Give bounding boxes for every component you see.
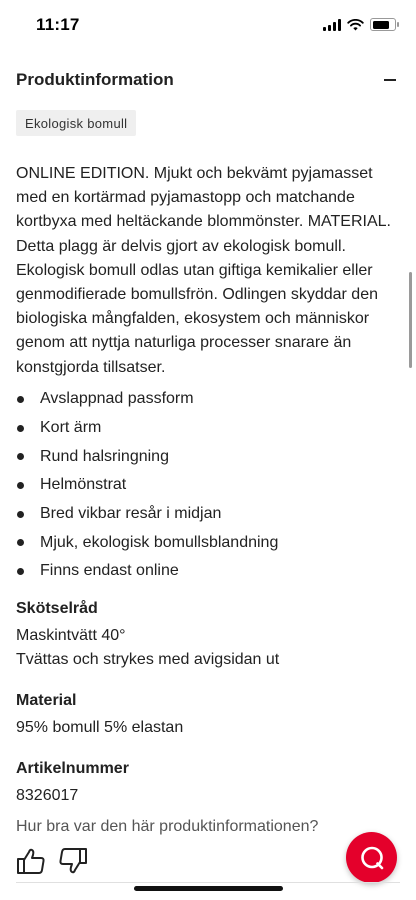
divider — [16, 882, 400, 883]
care-line: Maskintvätt 40° — [16, 627, 126, 644]
bullet-icon — [17, 511, 24, 518]
feature-text: Avslappnad passform — [40, 390, 194, 408]
feature-text: Helmönstrat — [40, 476, 127, 494]
section-title: Produktinformation — [16, 70, 174, 89]
wifi-icon — [347, 19, 364, 31]
status-time: 11:17 — [36, 15, 80, 34]
list-item — [16, 500, 278, 529]
feature-text: Finns endast online — [40, 562, 179, 580]
bullet-icon — [17, 539, 24, 546]
material-value: 95% bomull 5% elastan — [16, 719, 184, 736]
cellular-signal-icon — [323, 19, 341, 31]
product-description: ONLINE EDITION. Mjukt och bekvämt pyjamasset med en kortärmad pyjamastopp och matchande kortbyxa med heltäckande blommönster. MATERIAL. Detta plagg är delvis gjort av ekologisk bomull. Ekologisk bomull odlas utan giftiga kemikalier eller genmodifierade bomullsfrön. Odlingen skyddar den biologiska mångfalden, ekosystem och människor genom att nyttja naturliga processer snarare än konstgjorda tillsatser. — [16, 165, 391, 376]
list-item — [16, 442, 278, 471]
feature-text: Bred vikbar resår i midjan — [40, 505, 222, 523]
feedback-question: Hur bra var den här produktinformationen? — [16, 818, 319, 835]
minus-icon[interactable] — [384, 79, 396, 81]
material-section — [16, 692, 396, 740]
home-indicator[interactable] — [134, 886, 283, 891]
list-item — [16, 471, 278, 500]
feedback-buttons — [16, 846, 88, 876]
status-bar — [0, 0, 416, 52]
feature-text: Rund halsringning — [40, 447, 169, 465]
bullet-icon — [17, 396, 24, 403]
organic-cotton-tag: Ekologisk bomull — [16, 110, 136, 136]
bullet-icon — [17, 453, 24, 460]
list-item — [16, 557, 278, 586]
bullet-icon — [17, 568, 24, 575]
thumbs-up-icon[interactable] — [16, 846, 46, 876]
bullet-icon — [17, 425, 24, 432]
status-icons — [323, 18, 396, 31]
care-section — [16, 600, 396, 672]
feature-text: Kort ärm — [40, 419, 102, 437]
bullet-icon — [17, 482, 24, 489]
care-heading: Skötselråd — [16, 600, 98, 617]
feature-list — [16, 385, 278, 586]
material-heading: Material — [16, 692, 77, 709]
thumbs-down-icon[interactable] — [58, 846, 88, 876]
article-section — [16, 760, 396, 808]
battery-icon — [370, 18, 396, 31]
article-heading: Artikelnummer — [16, 760, 129, 777]
list-item — [16, 385, 278, 414]
list-item — [16, 414, 278, 443]
article-number: 8326017 — [16, 787, 79, 804]
care-line: Tvättas och strykes med avigsidan ut — [16, 651, 280, 668]
chat-button[interactable] — [346, 832, 397, 883]
feature-text: Mjuk, ekologisk bomullsblandning — [40, 533, 279, 551]
chat-icon — [358, 844, 386, 872]
product-info-header[interactable] — [16, 66, 396, 94]
scrollbar[interactable] — [409, 272, 412, 368]
list-item — [16, 528, 278, 557]
